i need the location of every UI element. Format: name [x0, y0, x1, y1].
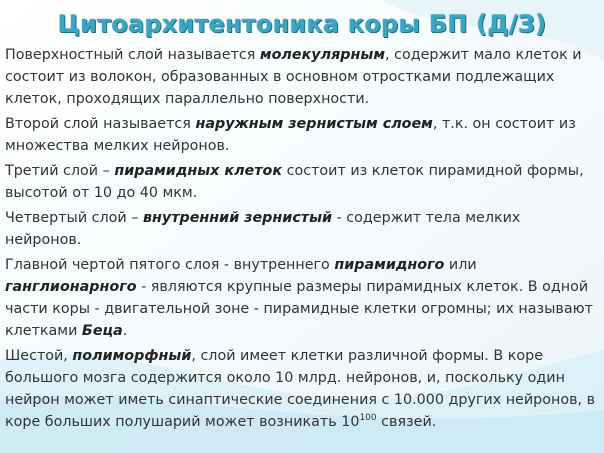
text-run: или — [444, 257, 477, 273]
text-run: состоит из клеток пирамидной формы, высотой от 10 до 40 мкм. — [5, 163, 584, 201]
text-run: Третий слой – — [5, 163, 115, 179]
term-emphasis: внутренний зернистый — [142, 210, 333, 226]
text-run: Четвертый слой – — [5, 210, 143, 226]
text-run: связей. — [376, 414, 437, 430]
text-run: , т.к. он состоит из множества мелких нейронов. — [5, 116, 576, 154]
paragraph-layer-5 — [5, 254, 595, 342]
paragraph-layer-3 — [5, 160, 595, 204]
term-emphasis: пирамидного — [334, 257, 445, 273]
term-emphasis: Беца — [81, 323, 123, 339]
term-emphasis: наружным зернистым слоем — [195, 116, 433, 132]
text-run: Поверхностный слой называется — [5, 47, 260, 63]
text-run: Главной чертой пятого слоя - внутреннего — [5, 257, 335, 273]
text-run: - являются крупные размеры пирамидных клеток. В одной части коры - двигательной зоне - пирамидные клетки огромны; их называют клетками — [5, 279, 593, 339]
term-emphasis: молекулярным — [259, 47, 385, 63]
term-emphasis: ганглионарного — [5, 279, 137, 295]
slide-title: Цитоархитентоника коры БП (Д/З) — [57, 10, 547, 38]
text-run: , содержит мало клеток и состоит из волокон, образованных в основном отростками подлежащих клеток, проходящих параллельно поверхности. — [5, 47, 582, 107]
superscript-exponent: 100 — [359, 413, 377, 423]
text-run: . — [122, 323, 128, 339]
text-run: , слой имеет клетки различной формы. В коре большого мозга содержится около 10 млрд. нейронов, и, поскольку один нейрон может иметь синаптические соединения с 10.000 других нейронов, в коре больших полушарий может возникать 10 — [5, 348, 596, 430]
text-run: Второй слой называется — [5, 116, 196, 132]
term-emphasis: полиморфный — [72, 348, 192, 364]
paragraph-layer-2 — [5, 113, 595, 157]
text-run: - содержит тела мелких нейронов. — [5, 210, 521, 248]
term-emphasis: пирамидных клеток — [114, 163, 283, 179]
paragraph-layer-6 — [5, 345, 595, 433]
paragraph-layer-1 — [5, 44, 595, 110]
slide-body — [5, 44, 595, 436]
paragraph-layer-4 — [5, 207, 595, 251]
text-run: Шестой, — [5, 348, 73, 364]
